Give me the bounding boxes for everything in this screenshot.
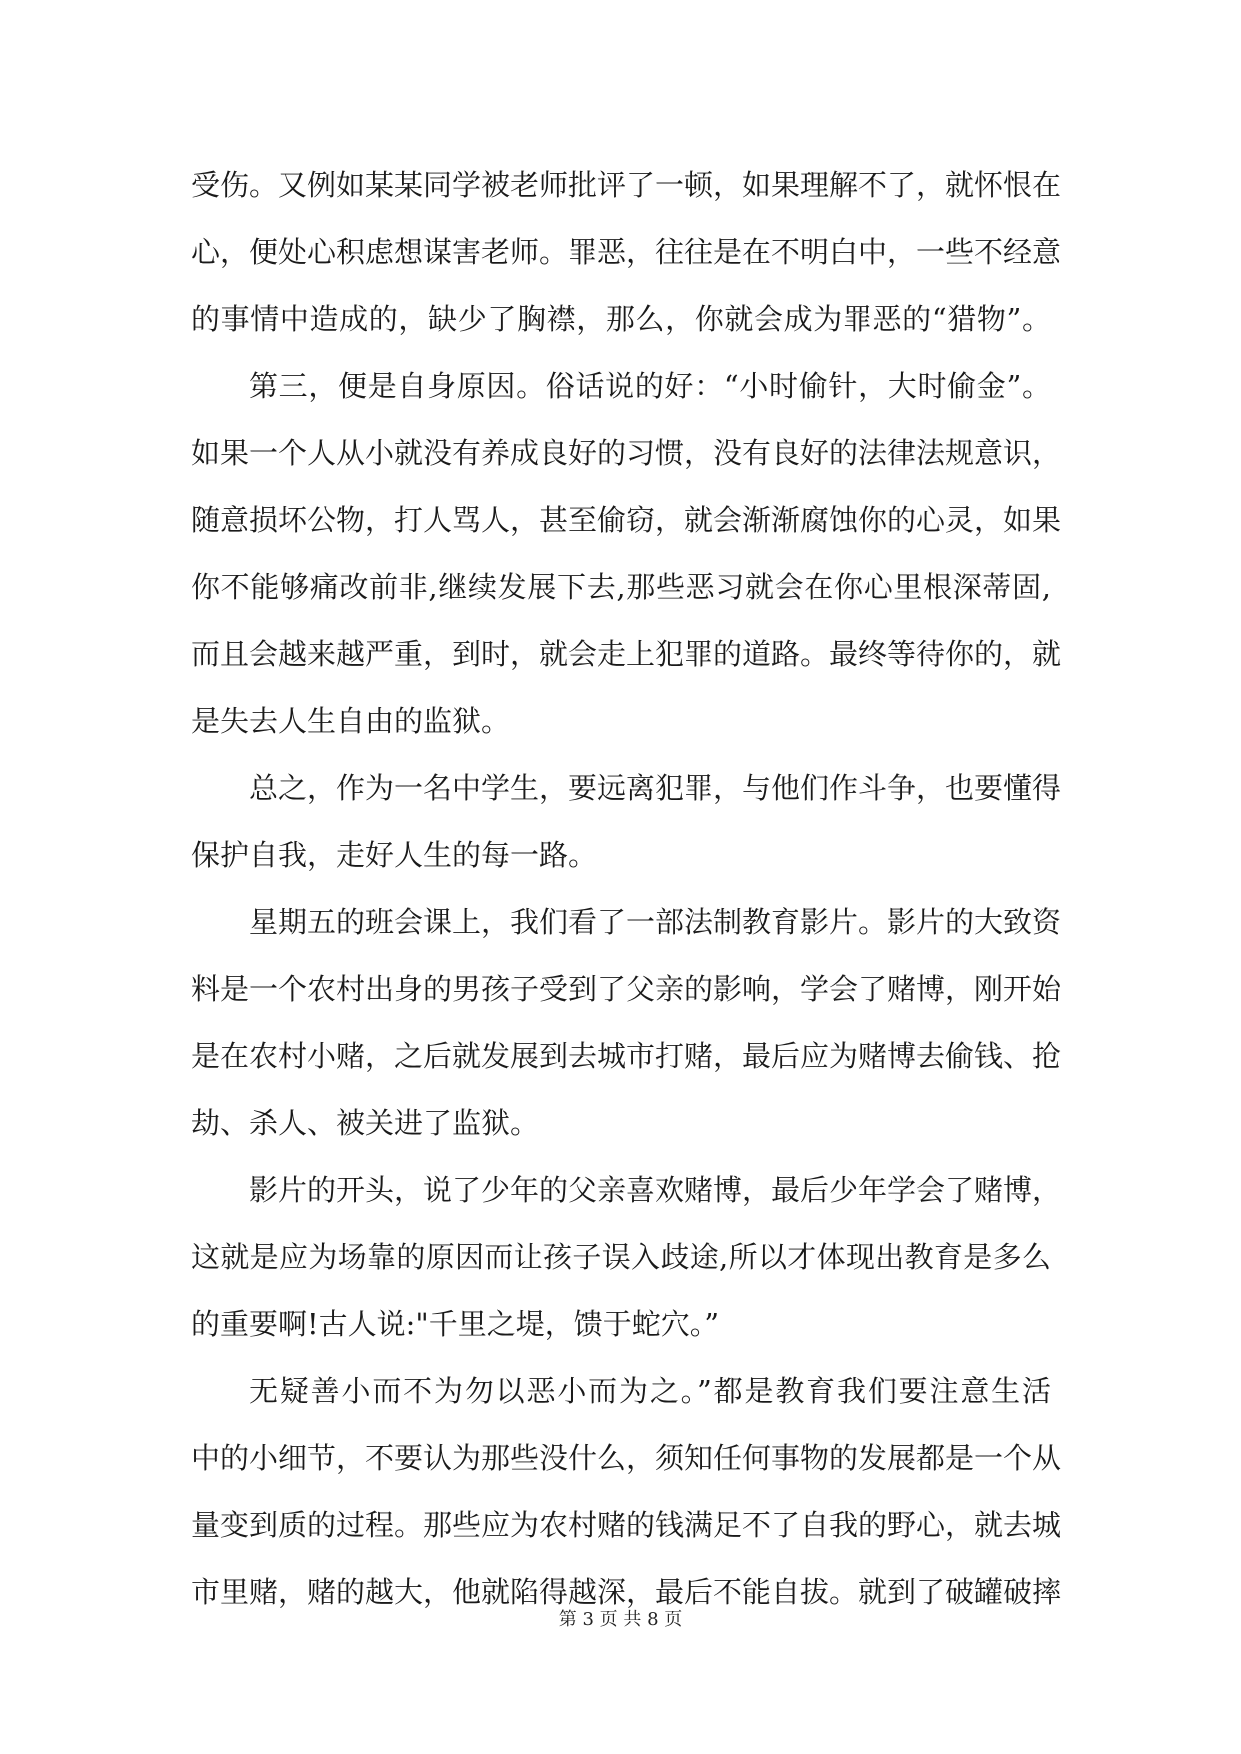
text-line: 随意损坏公物，打人骂人，甚至偷窃，就会渐渐腐蚀你的心灵，如果	[191, 503, 1062, 537]
text-line: 你不能够痛改前非,继续发展下去,那些恶习就会在你心里根深蒂固,	[191, 570, 1051, 604]
text-line: 保护自我，走好人生的每一路。	[191, 838, 598, 872]
text-line: 星期五的班会课上，我们看了一部法制教育影片。影片的大致资	[249, 905, 1062, 939]
text-line: 料是一个农村出身的男孩子受到了父亲的影响，学会了赌博，刚开始	[191, 972, 1062, 1006]
text-line: 第三，便是自身原因。俗话说的好：“小时偷针，大时偷金”。	[249, 369, 1051, 403]
text-line: 劫、杀人、被关进了监狱。	[191, 1106, 540, 1140]
text-line: 而且会越来越严重，到时，就会走上犯罪的道路。最终等待你的，就	[191, 637, 1062, 671]
text-line: 是在农村小赌，之后就发展到去城市打赌，最后应为赌博去偷钱、抢	[191, 1039, 1062, 1073]
text-line: 受伤。又例如某某同学被老师批评了一顿，如果理解不了，就怀恨在	[191, 168, 1062, 202]
body-text	[191, 152, 1062, 1626]
text-line: 总之，作为一名中学生，要远离犯罪，与他们作斗争，也要懂得	[249, 771, 1062, 805]
text-line: 影片的开头，说了少年的父亲喜欢赌博，最后少年学会了赌博，	[249, 1173, 1062, 1207]
text-line: 的重要啊!古人说:"千里之堤，馈于蛇穴。”	[191, 1307, 720, 1341]
text-line: 市里赌，赌的越大，他就陷得越深，最后不能自拔。就到了破罐破摔	[191, 1575, 1062, 1609]
text-line: 量变到质的过程。那些应为农村赌的钱满足不了自我的野心，就去城	[191, 1508, 1062, 1542]
text-line: 这就是应为场靠的原因而让孩子误入歧途,所以才体现出教育是多么	[191, 1240, 1051, 1274]
text-line: 无疑善小而不为勿以恶小而为之。”都是教育我们要注意生活	[249, 1374, 1051, 1408]
page-footer: 第 3 页 共 8 页	[558, 1609, 683, 1630]
text-line: 的事情中造成的，缺少了胸襟，那么，你就会成为罪恶的“猎物”。	[191, 302, 1051, 336]
text-line: 如果一个人从小就没有养成良好的习惯，没有良好的法律法规意识，	[191, 436, 1062, 470]
text-line: 是失去人生自由的监狱。	[191, 704, 511, 738]
text-line: 心，便处心积虑想谋害老师。罪恶，往往是在不明白中，一些不经意	[191, 235, 1062, 269]
text-line: 中的小细节，不要认为那些没什么，须知任何事物的发展都是一个从	[191, 1441, 1062, 1475]
